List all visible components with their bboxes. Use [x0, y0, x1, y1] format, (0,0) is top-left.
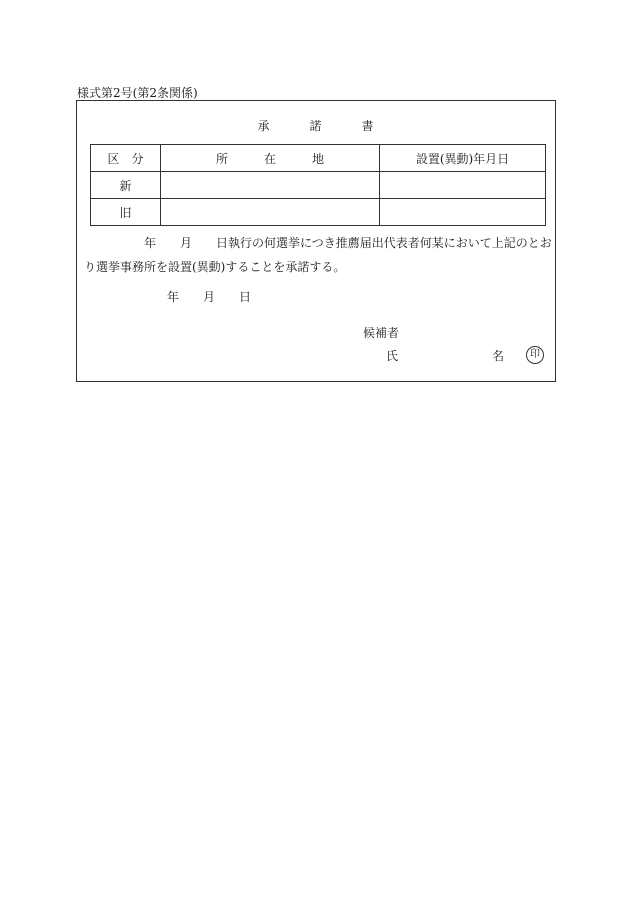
row-new-location-cell	[161, 172, 380, 199]
office-table	[90, 144, 546, 226]
name-line	[386, 347, 546, 367]
table-row-old	[91, 199, 546, 226]
row-old-label: 旧	[91, 199, 161, 226]
table-header-row	[91, 145, 546, 172]
signature-date: 年 月 日	[167, 290, 252, 304]
seal-icon: 印	[526, 346, 544, 364]
form-frame	[76, 100, 556, 382]
header-date: 設置(異動)年月日	[380, 145, 546, 172]
row-new-date-cell	[380, 172, 546, 199]
header-location: 所 在 地	[161, 145, 380, 172]
candidate-label: 候補者	[363, 326, 400, 340]
row-old-date-cell	[380, 199, 546, 226]
header-kubun: 区 分	[91, 145, 161, 172]
form-number: 様式第2号(第2条関係)	[77, 86, 198, 100]
table-row-new	[91, 172, 546, 199]
name-label-shi: 氏	[386, 349, 399, 363]
row-old-location-cell	[161, 199, 380, 226]
document-title: 承 諾 書	[257, 119, 375, 133]
consent-statement: 年 月 日執行の何選挙につき推薦届出代表者何某において上記のとおり選挙事務所を設置(異動)することを承諾する。	[84, 236, 552, 274]
name-label-mei: 名	[492, 349, 505, 363]
row-new-label: 新	[91, 172, 161, 199]
